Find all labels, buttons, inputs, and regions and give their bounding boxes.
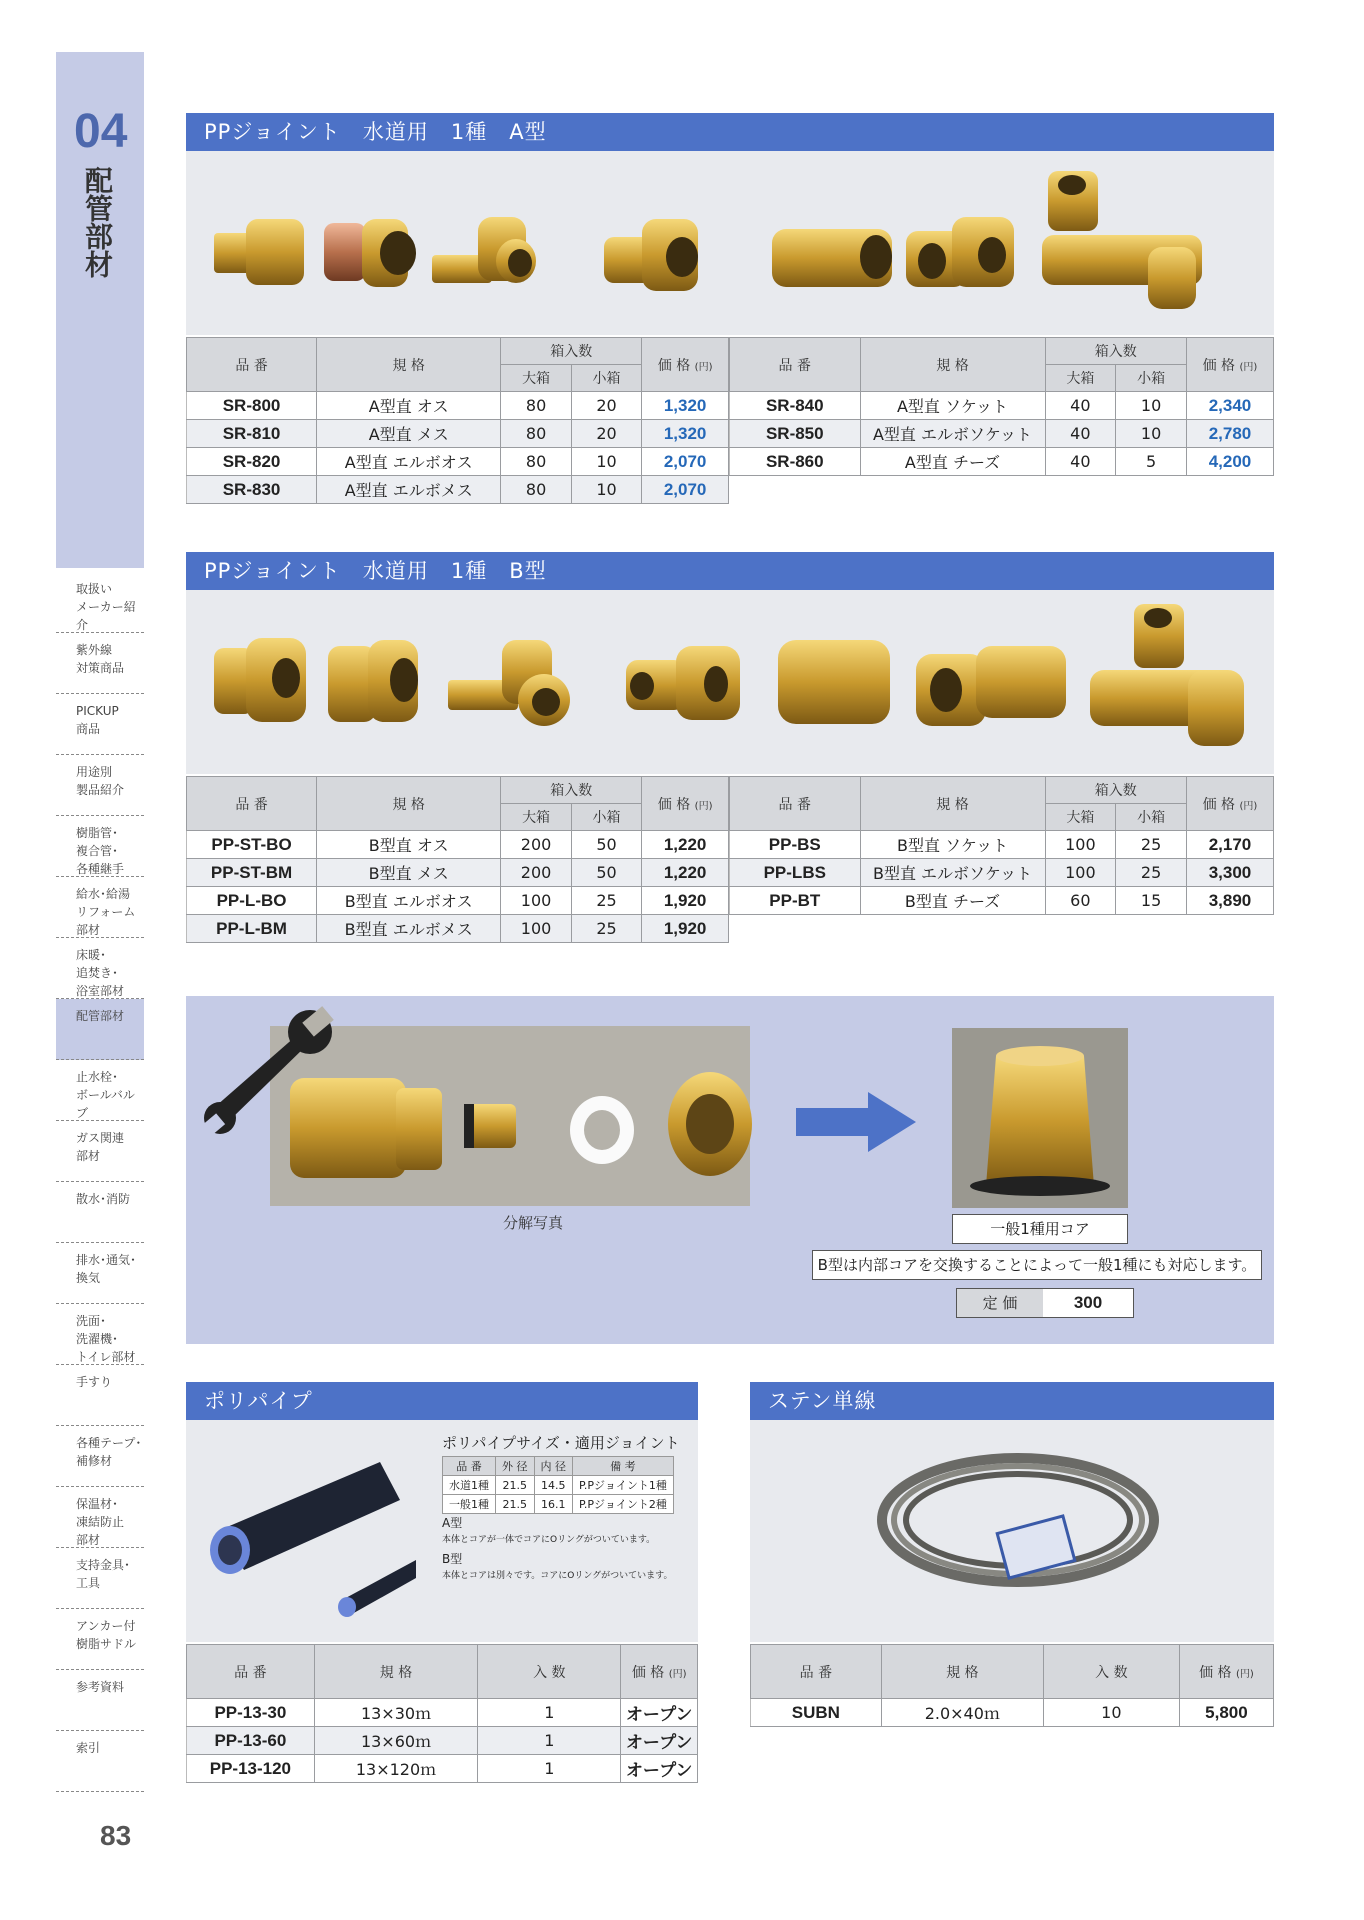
type-b-note: 本体とコアは別々です。コアにOリングがついています。 [442, 1571, 673, 1581]
spec-tables-a [186, 337, 1274, 504]
qty-large: 200 [501, 831, 571, 859]
product-spec: 13×60ｍ [314, 1727, 478, 1755]
header-qty: 入 数 [1043, 1645, 1179, 1699]
section-polypipe [186, 1382, 698, 1783]
product-spec: B型直 チーズ [860, 887, 1045, 915]
spec-table-a-right [729, 337, 1274, 504]
header-price-unit: (円) [694, 361, 713, 373]
qty-small: 20 [571, 392, 641, 420]
header-box: 箱入数 [1045, 777, 1186, 804]
header-small: 小箱 [571, 365, 641, 392]
qty-large: 60 [1045, 887, 1116, 915]
header-price-unit: (円) [1239, 361, 1258, 373]
size-header: 備 考 [573, 1457, 674, 1476]
table-row [187, 476, 729, 504]
product-photos-b [186, 590, 1274, 774]
size-cell: P.Pジョイント2種 [573, 1495, 674, 1514]
size-row [443, 1476, 674, 1495]
table-row [751, 1699, 1274, 1727]
sidebar-item[interactable]: ガス関連 部材 [56, 1121, 144, 1182]
core-price-label: 定 価 [957, 1289, 1043, 1317]
header-price [1179, 1645, 1273, 1699]
header-price [1186, 338, 1273, 392]
header-price-unit: (円) [694, 800, 713, 812]
sidebar-item[interactable]: 給水･給湯 リフォーム 部材 [56, 877, 144, 938]
table-row [187, 887, 729, 915]
qty-large: 100 [501, 915, 571, 943]
section-title: ポリパイプ [186, 1382, 698, 1420]
qty-small: 50 [571, 859, 641, 887]
product-code: SUBN [751, 1699, 882, 1727]
chapter-number: 04 [74, 105, 128, 158]
header-large: 大箱 [501, 365, 571, 392]
empty-cell [730, 476, 861, 504]
empty-cell [860, 915, 1045, 943]
polypipe-photo [186, 1420, 698, 1642]
fitting-images-a [186, 151, 1274, 335]
product-code: PP-13-30 [187, 1699, 315, 1727]
core-label: 一般1種用コア [952, 1214, 1128, 1244]
product-price: 2,170 [1186, 831, 1273, 859]
qty-small: 25 [571, 887, 641, 915]
size-cell: 水道1種 [443, 1476, 496, 1495]
sidebar-item[interactable]: 紫外線 対策商品 [56, 633, 144, 694]
fitting-pp-lbs [916, 646, 1066, 726]
qty-large: 40 [1045, 448, 1116, 476]
product-spec: A型直 ソケット [860, 392, 1045, 420]
header-large: 大箱 [1045, 365, 1116, 392]
fitting-sr850 [906, 217, 1014, 287]
core-info-box [186, 996, 1274, 1344]
sidebar-item[interactable]: 用途別 製品紹介 [56, 755, 144, 816]
header-qty: 入 数 [478, 1645, 621, 1699]
polypipe-table [186, 1644, 698, 1783]
fitting-sr820 [432, 217, 536, 283]
header-spec: 規 格 [860, 777, 1045, 831]
size-cell: 一般1種 [443, 1495, 496, 1514]
core-price-box [956, 1288, 1134, 1318]
qty-large: 80 [501, 420, 571, 448]
section-pp-joint-b [186, 552, 1274, 943]
sidebar-item[interactable]: 各種テープ･ 補修材 [56, 1426, 144, 1487]
empty-cell [1186, 476, 1273, 504]
header-box: 箱入数 [501, 338, 642, 365]
product-spec: 13×30ｍ [314, 1699, 478, 1727]
table-row [187, 831, 729, 859]
product-code: PP-13-120 [187, 1755, 315, 1783]
sidebar-item[interactable]: 手すり [56, 1365, 144, 1426]
fitting-pp-l-bm [626, 646, 740, 720]
wire-coil-image [750, 1420, 1274, 1642]
header-code: 品 番 [730, 777, 861, 831]
table-row [730, 859, 1274, 887]
header-price-unit: (円) [1239, 800, 1258, 812]
section-title: PPジョイント 水道用 1種 A型 [186, 113, 1274, 151]
fitting-pp-bs [778, 640, 890, 724]
empty-cell [1116, 476, 1187, 504]
size-header: 内 径 [534, 1457, 573, 1476]
table-row [730, 420, 1274, 448]
product-code: PP-13-60 [187, 1727, 315, 1755]
core-price: 300 [1043, 1289, 1133, 1317]
table-row [730, 831, 1274, 859]
spec-table-b-left [186, 776, 729, 943]
sidebar-item[interactable]: 保温材･ 凍結防止 部材 [56, 1487, 144, 1548]
product-price: オープン [621, 1727, 698, 1755]
empty-cell [1186, 915, 1273, 943]
product-price: オープン [621, 1755, 698, 1783]
qty-small: 15 [1116, 887, 1187, 915]
product-code: SR-800 [187, 392, 317, 420]
header-price [642, 777, 729, 831]
header-code: 品 番 [730, 338, 861, 392]
qty-large: 100 [1045, 831, 1116, 859]
product-spec: B型直 メス [317, 859, 501, 887]
empty-cell [1045, 915, 1116, 943]
fitting-pp-l-bo [448, 640, 570, 726]
product-spec: 13×120ｍ [314, 1755, 478, 1783]
product-qty: 10 [1043, 1699, 1179, 1727]
product-code: SR-810 [187, 420, 317, 448]
core-note: B型は内部コアを交換することによって一般1種にも対応します。 [812, 1250, 1262, 1280]
qty-small: 10 [1116, 420, 1187, 448]
type-a-note: 本体とコアが一体でコアにOリングがついています。 [442, 1535, 656, 1545]
qty-large: 200 [501, 859, 571, 887]
empty-cell [730, 915, 861, 943]
table-row [730, 476, 1274, 504]
fitting-sr810 [324, 219, 416, 287]
table-row [187, 392, 729, 420]
size-header: 品 番 [443, 1457, 496, 1476]
sidebar-nav [56, 572, 144, 1792]
header-spec: 規 格 [860, 338, 1045, 392]
empty-cell [1045, 476, 1116, 504]
header-small: 小箱 [1116, 365, 1187, 392]
product-code: PP-LBS [730, 859, 861, 887]
product-price: 3,300 [1186, 859, 1273, 887]
section-pp-joint-a [186, 113, 1274, 504]
size-row [443, 1495, 674, 1514]
sidebar-item[interactable]: 止水栓･ ボールバルブ [56, 1060, 144, 1121]
section-title: PPジョイント 水道用 1種 B型 [186, 552, 1274, 590]
product-spec: A型直 チーズ [860, 448, 1045, 476]
product-code: SR-850 [730, 420, 861, 448]
table-row [730, 448, 1274, 476]
page-number: 83 [100, 1820, 132, 1851]
type-a-label: A型 [442, 1516, 463, 1530]
fitting-pp-st-bo [214, 638, 306, 722]
arrow-icon [796, 1092, 916, 1152]
header-box: 箱入数 [501, 777, 642, 804]
product-spec: B型直 エルボオス [317, 887, 501, 915]
table-row [187, 448, 729, 476]
qty-small: 50 [571, 831, 641, 859]
product-code: PP-ST-BM [187, 859, 317, 887]
spec-tables-b [186, 776, 1274, 943]
sidebar-item[interactable]: 床暖･ 追焚き･ 浴室部材 [56, 938, 144, 999]
product-spec: A型直 エルボオス [317, 448, 501, 476]
wire-table [750, 1644, 1274, 1727]
size-cell: 16.1 [534, 1495, 573, 1514]
product-price: 2,340 [1186, 392, 1273, 420]
product-qty: 1 [478, 1755, 621, 1783]
product-spec: B型直 エルボメス [317, 915, 501, 943]
header-code: 品 番 [187, 1645, 315, 1699]
spec-table-a-left [186, 337, 729, 504]
table-row [187, 1727, 698, 1755]
sidebar-item[interactable]: 配管部材 [56, 999, 144, 1060]
product-price: 1,320 [642, 392, 729, 420]
empty-cell [1116, 915, 1187, 943]
product-price: 2,070 [642, 476, 729, 504]
sidebar-item[interactable]: 洗面･ 洗濯機･ トイレ部材 [56, 1304, 144, 1365]
qty-large: 40 [1045, 392, 1116, 420]
header-spec: 規 格 [881, 1645, 1043, 1699]
product-price: 1,220 [642, 859, 729, 887]
sidebar-item[interactable]: アンカー付 樹脂サドル [56, 1609, 144, 1670]
header-small: 小箱 [1116, 804, 1187, 831]
empty-cell [860, 476, 1045, 504]
size-table [442, 1456, 674, 1514]
product-code: SR-820 [187, 448, 317, 476]
product-price: オープン [621, 1699, 698, 1727]
fitting-images-b [186, 590, 1274, 774]
table-row [187, 915, 729, 943]
qty-small: 25 [1116, 859, 1187, 887]
qty-small: 5 [1116, 448, 1187, 476]
size-cell: P.Pジョイント1種 [573, 1476, 674, 1495]
qty-large: 100 [501, 887, 571, 915]
header-price-label: 価 格 [657, 796, 691, 813]
qty-small: 25 [571, 915, 641, 943]
header-price-label: 価 格 [1202, 357, 1236, 374]
wire-photo [750, 1420, 1274, 1642]
sidebar-item[interactable]: 散水･消防 [56, 1182, 144, 1243]
product-price: 2,070 [642, 448, 729, 476]
header-price [621, 1645, 698, 1699]
qty-small: 25 [1116, 831, 1187, 859]
sidebar-item[interactable]: 支持金具･ 工具 [56, 1548, 144, 1609]
size-cell: 21.5 [496, 1476, 535, 1495]
section-title: ステン単線 [750, 1382, 1274, 1420]
header-code: 品 番 [751, 1645, 882, 1699]
table-row [187, 859, 729, 887]
header-price-label: 価 格 [1199, 1664, 1232, 1681]
table-row [187, 1699, 698, 1727]
sidebar-item[interactable]: 索引 [56, 1731, 144, 1792]
product-price: 1,220 [642, 831, 729, 859]
product-price: 1,920 [642, 915, 729, 943]
header-price [1186, 777, 1273, 831]
product-qty: 1 [478, 1699, 621, 1727]
product-code: SR-840 [730, 392, 861, 420]
header-spec: 規 格 [314, 1645, 478, 1699]
product-qty: 1 [478, 1727, 621, 1755]
size-table-title: ポリパイプサイズ・適用ジョイント [442, 1434, 680, 1452]
table-row [730, 392, 1274, 420]
header-spec: 規 格 [317, 338, 501, 392]
qty-small: 20 [571, 420, 641, 448]
type-b-label: B型 [442, 1552, 463, 1566]
fitting-pp-st-bm [328, 640, 418, 722]
product-code: PP-L-BM [187, 915, 317, 943]
product-spec: B型直 ソケット [860, 831, 1045, 859]
product-code: PP-BS [730, 831, 861, 859]
size-cell: 14.5 [534, 1476, 573, 1495]
product-code: PP-BT [730, 887, 861, 915]
product-spec: A型直 エルボソケット [860, 420, 1045, 448]
table-row [730, 915, 1274, 943]
header-small: 小箱 [571, 804, 641, 831]
product-price: 1,320 [642, 420, 729, 448]
sidebar-item[interactable]: 参考資料 [56, 1670, 144, 1731]
product-spec: B型直 オス [317, 831, 501, 859]
table-row [730, 887, 1274, 915]
header-code: 品 番 [187, 777, 317, 831]
product-code: SR-830 [187, 476, 317, 504]
fitting-pp-bt [1090, 604, 1244, 746]
product-spec: A型直 オス [317, 392, 501, 420]
qty-large: 80 [501, 476, 571, 504]
header-large: 大箱 [1045, 804, 1116, 831]
sidebar-item[interactable]: 樹脂管･ 複合管･ 各種継手 [56, 816, 144, 877]
fitting-sr840 [772, 229, 892, 287]
header-price-unit: (円) [668, 1668, 687, 1680]
product-code: PP-L-BO [187, 887, 317, 915]
product-spec: A型直 メス [317, 420, 501, 448]
table-row [187, 1755, 698, 1783]
qty-large: 80 [501, 448, 571, 476]
fitting-sr860 [1042, 171, 1202, 309]
header-code: 品 番 [187, 338, 317, 392]
size-cell: 21.5 [496, 1495, 535, 1514]
product-price: 5,800 [1179, 1699, 1273, 1727]
qty-small: 10 [571, 476, 641, 504]
sidebar-item[interactable]: PICKUP 商品 [56, 694, 144, 755]
header-price-label: 価 格 [1202, 796, 1236, 813]
product-spec: B型直 エルボソケット [860, 859, 1045, 887]
product-photos-a [186, 151, 1274, 335]
header-price [642, 338, 729, 392]
product-spec: 2.0×40ｍ [881, 1699, 1043, 1727]
product-price: 3,890 [1186, 887, 1273, 915]
qty-small: 10 [571, 448, 641, 476]
qty-large: 100 [1045, 859, 1116, 887]
fitting-sr830 [604, 219, 698, 291]
header-large: 大箱 [501, 804, 571, 831]
product-price: 4,200 [1186, 448, 1273, 476]
qty-small: 10 [1116, 392, 1187, 420]
product-price: 2,780 [1186, 420, 1273, 448]
product-spec: A型直 エルボメス [317, 476, 501, 504]
header-box: 箱入数 [1045, 338, 1186, 365]
header-price-label: 価 格 [631, 1664, 665, 1681]
spec-table-b-right [729, 776, 1274, 943]
fitting-sr800 [214, 219, 304, 285]
qty-large: 80 [501, 392, 571, 420]
sidebar-item[interactable]: 取扱い メーカー紹介 [56, 572, 144, 633]
header-spec: 規 格 [317, 777, 501, 831]
photo-caption: 分解写真 [502, 1214, 563, 1232]
qty-large: 40 [1045, 420, 1116, 448]
pipe-image [186, 1420, 416, 1642]
section-stainless-wire [750, 1382, 1274, 1727]
product-code: PP-ST-BO [187, 831, 317, 859]
table-row [187, 420, 729, 448]
product-price: 1,920 [642, 887, 729, 915]
header-price-label: 価 格 [657, 357, 691, 374]
product-code: SR-860 [730, 448, 861, 476]
size-header: 外 径 [496, 1457, 535, 1476]
sidebar-item[interactable]: 排水･通気･ 換気 [56, 1243, 144, 1304]
chapter-title: 配管部材 [81, 166, 114, 278]
header-price-unit: (円) [1235, 1668, 1254, 1680]
